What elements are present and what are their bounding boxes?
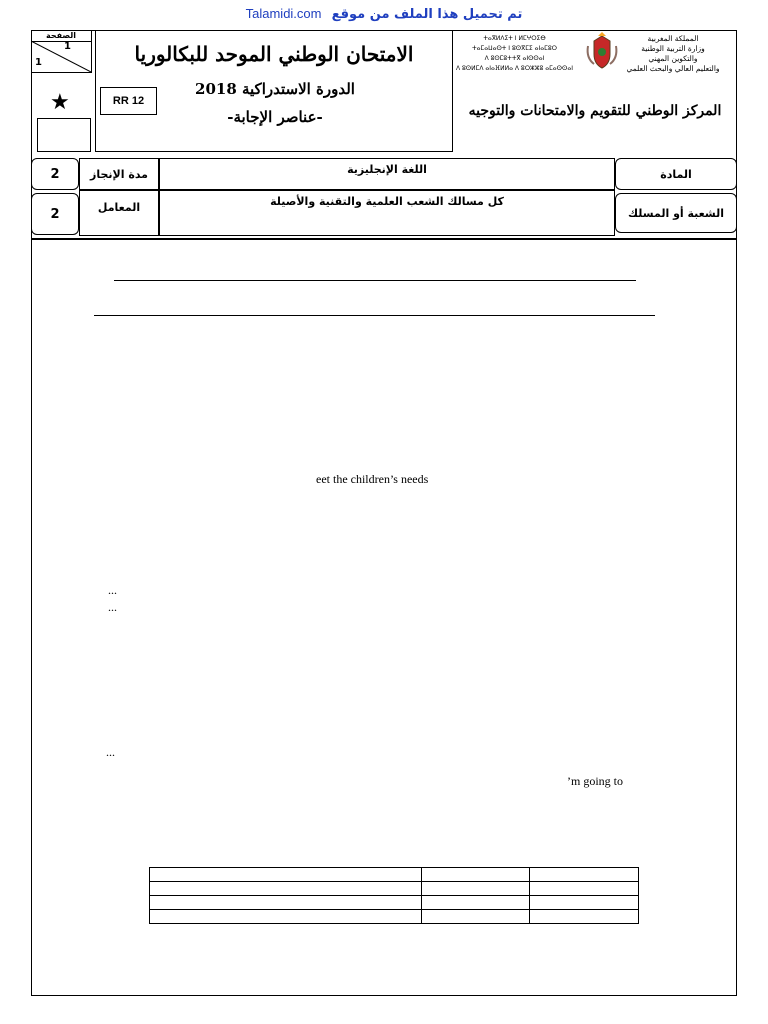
ministry-name — [610, 34, 736, 74]
subject-label: المادة — [615, 158, 737, 190]
answer-fragment: ’m going to — [567, 774, 623, 788]
tifinagh-line: ⵜⴰⵎⴰⵡⴰⵙⵜ ⵏ ⵓⵙⴳⵎⵉ ⴰⵏⴰⵎⵓⵔ — [471, 45, 557, 52]
rule-line — [94, 315, 655, 316]
tifinagh-line: ⵜⴰⴳⵍⴷⵉⵜ ⵏ ⵍⵎⵖⵔⵉⴱ — [483, 35, 546, 42]
table-row — [150, 882, 639, 896]
answer-ellipsis: ... — [108, 600, 117, 614]
blank-box — [37, 118, 91, 152]
ministry-line: والتكوين المهني — [648, 54, 698, 63]
exam-title: الامتحان الوطني الموحد للبكالوريا — [134, 42, 414, 66]
track-value: كل مسالك الشعب العلمية والتقنية والأصيلة — [159, 190, 615, 236]
ministry-name-tifinagh — [452, 34, 577, 74]
answer-fragment: eet the children’s needs — [316, 472, 429, 486]
tifinagh-line: ⴷ ⵓⵙⵍⵎⴷ ⴰⵏⴰⴼⵍⵍⴰ ⴷ ⵓⵔⵣⵣⵓ ⴰⵎⴰⵙⵙⴰⵏ — [456, 65, 573, 72]
rule-line — [114, 280, 636, 281]
download-banner — [0, 6, 768, 22]
exam-subtitle: -عناصر الإجابة- — [227, 108, 323, 126]
page-number: 1 — [64, 41, 71, 52]
exam-session: الدورة الاستدراكية 2018 — [195, 80, 355, 98]
center-name: المركز الوطني للتقويم والامتحانات والتوجيه — [468, 103, 722, 119]
table-row — [150, 868, 639, 882]
table-row — [150, 910, 639, 924]
coefficient-label: المعامل — [79, 190, 159, 236]
coat-of-arms-icon — [580, 32, 624, 72]
answer-ellipsis: ... — [106, 745, 115, 759]
ministry-line: والتعليم العالي والبحث العلمي — [626, 64, 720, 73]
ministry-line: المملكة المغربية — [647, 34, 699, 43]
ministry-line: وزارة التربية الوطنية — [641, 44, 705, 53]
table-row — [150, 896, 639, 910]
download-text: تم تحميل هذا الملف من موقع — [331, 7, 523, 22]
site-link[interactable]: Talamidi.com — [245, 6, 322, 21]
track-label: الشعبة أو المسلك — [615, 193, 737, 233]
answer-ellipsis: ... — [108, 583, 117, 597]
page-label: الصفحة — [31, 30, 91, 42]
exam-code: RR 12 — [100, 87, 157, 115]
header-divider — [31, 238, 737, 240]
page-number-box — [31, 30, 92, 73]
duration-label: مدة الإنجاز — [79, 158, 159, 190]
coefficient-value: 2 — [31, 193, 79, 235]
star-icon: ★ — [50, 90, 70, 115]
tifinagh-line: ⴷ ⵓⵙⵎⵓⵜⵜⴳ ⴰⵏⵙⵙⴰⵏ — [484, 55, 545, 62]
answer-table — [149, 867, 639, 924]
duration-value: 2 — [31, 158, 79, 190]
subject-value: اللغة الإنجليزية — [159, 158, 615, 190]
page-total: 1 — [35, 57, 42, 68]
